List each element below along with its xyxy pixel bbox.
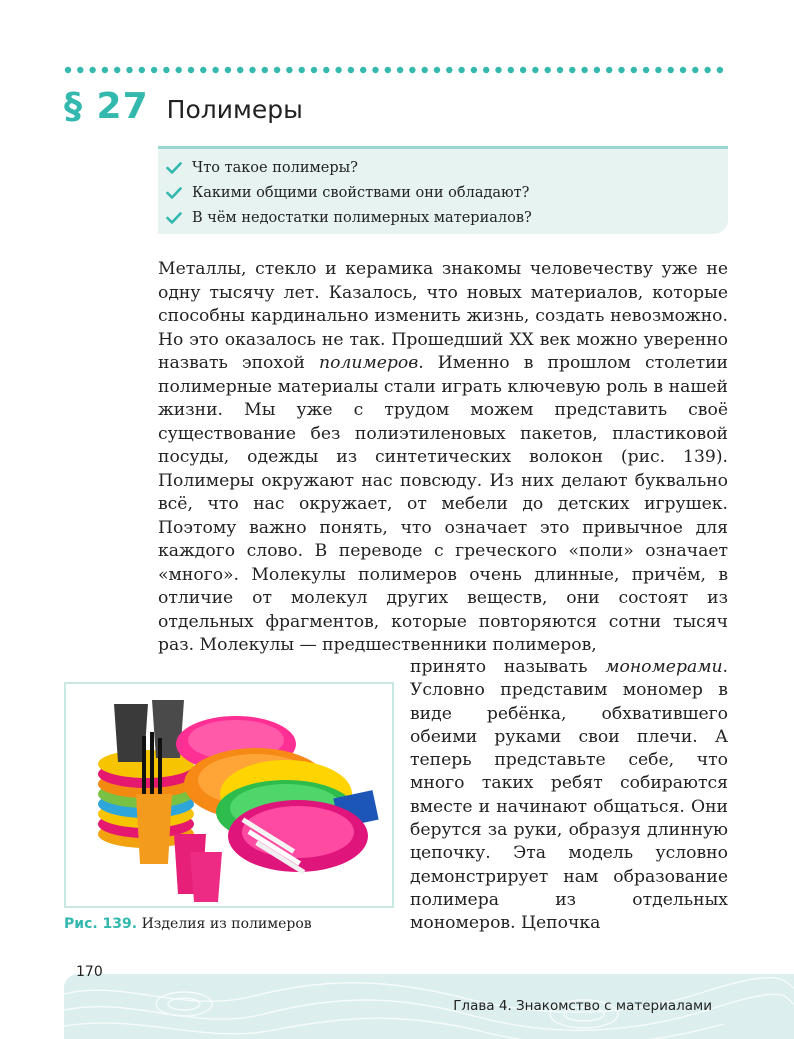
divider-dot: [569, 67, 575, 73]
section-heading: [64, 86, 303, 136]
divider-dot: [422, 67, 428, 73]
divider-dot: [188, 67, 194, 73]
divider-dot: [323, 67, 329, 73]
divider-dot: [618, 67, 624, 73]
divider-dot: [311, 67, 317, 73]
checkmark-icon: [166, 187, 188, 199]
divider-dot: [483, 67, 489, 73]
divider-dot: [520, 67, 526, 73]
question-item: [158, 155, 728, 180]
divider-dot: [458, 67, 464, 73]
divider-dot: [249, 67, 255, 73]
section-number: § 27: [64, 86, 149, 127]
divider-dot: [581, 67, 587, 73]
divider-dot: [692, 67, 698, 73]
running-footer-chapter: Глава 4. Знакомство с материалами: [453, 998, 712, 1014]
divider-dot: [89, 67, 95, 73]
figure-label: Рис. 139.: [64, 916, 138, 932]
question-text: Что такое полимеры?: [192, 159, 358, 176]
divider-dot: [77, 67, 83, 73]
divider-dot: [668, 67, 674, 73]
divider-dot: [176, 67, 182, 73]
divider-dot: [643, 67, 649, 73]
divider-dot: [655, 67, 661, 73]
divider-dot: [434, 67, 440, 73]
questions-box: [158, 146, 728, 234]
question-text: В чём недостатки полимерных материалов?: [192, 209, 532, 226]
divider-dot: [200, 67, 206, 73]
divider-dot: [335, 67, 341, 73]
divider-dot: [274, 67, 280, 73]
divider-dot: [631, 67, 637, 73]
divider-dot: [102, 67, 108, 73]
divider-dot: [680, 67, 686, 73]
checkmark-icon: [166, 212, 188, 224]
divider-dot: [237, 67, 243, 73]
divider-dot: [225, 67, 231, 73]
divider-dot: [557, 67, 563, 73]
divider-dot: [139, 67, 145, 73]
divider-dot: [65, 67, 71, 73]
question-text: Какими общими свойствами они обладают?: [192, 184, 530, 201]
divider-dot: [286, 67, 292, 73]
term-monomers: мономерами: [605, 657, 723, 677]
body-paragraph-wrapped: принято называть мономерами. Условно представим мономер в виде ребёнка, обхватившего обеими руками свои плечи. А теперь представьте себе, что много таких ребят собираются вместе и начинают общаться. Они берутся за руки, образуя длинную цепочку. Эта модель условно демонстрирует нам образование полимера из отдельных мономеров. Цепочка: [410, 657, 728, 934]
divider-dot: [262, 67, 268, 73]
divider-dot: [446, 67, 452, 73]
divider-dot: [594, 67, 600, 73]
question-item: [158, 180, 728, 205]
divider-dot: [532, 67, 538, 73]
divider-dot: [299, 67, 305, 73]
figure-polymer-products: [64, 682, 394, 908]
divider-dot: [114, 67, 120, 73]
divider-dot: [348, 67, 354, 73]
figure-caption-text: Изделия из полимеров: [141, 916, 312, 932]
checkmark-icon: [166, 162, 188, 174]
polymer-tableware-illustration: [66, 684, 392, 906]
dotted-divider: [64, 64, 734, 76]
divider-dot: [409, 67, 415, 73]
term-polymers: полимеров: [319, 353, 419, 373]
page-number: 170: [76, 964, 103, 980]
divider-dot: [606, 67, 612, 73]
divider-dot: [545, 67, 551, 73]
divider-dot: [126, 67, 132, 73]
divider-dot: [360, 67, 366, 73]
figure-caption: [64, 916, 312, 932]
divider-dot: [397, 67, 403, 73]
divider-dot: [704, 67, 710, 73]
divider-dot: [163, 67, 169, 73]
section-title: Полимеры: [166, 95, 303, 124]
body-paragraph: Металлы, стекло и керамика знакомы человечеству уже не одну тысячу лет. Казалось, что новых материалов, которые способны кардинально изменить жизнь, создать невозможно. Но это оказалось не так. Прошедший XX век можно уверенно назвать эпохой полимеров. Именно в прошлом столетии полимерные материалы стали играть ключевую роль в нашей жизни. Мы уже с трудом можем представить своё существование без полиэтиленовых пакетов, пластиковой посуды, одежды из синтетических волокон (рис. 139). Полимеры окружают нас повсюду. Из них делают буквально всё, что нас окружает, от мебели до детских игрушек. Поэтому важно понять, что означает это привычное для каждого слово. В переводе с греческого «поли» означает «много». Молекулы полимеров очень длинные, причём, в отличие от молекул других веществ, они состоят из отдельных фрагментов, которые повторяются сотни тысяч раз. Молекулы — предшественники полимеров,: [158, 259, 729, 655]
divider-dot: [212, 67, 218, 73]
divider-dot: [471, 67, 477, 73]
divider-dot: [508, 67, 514, 73]
question-item: [158, 205, 728, 230]
divider-dot: [151, 67, 157, 73]
divider-dot: [495, 67, 501, 73]
divider-dot: [717, 67, 723, 73]
divider-dot: [385, 67, 391, 73]
divider-dot: [372, 67, 378, 73]
